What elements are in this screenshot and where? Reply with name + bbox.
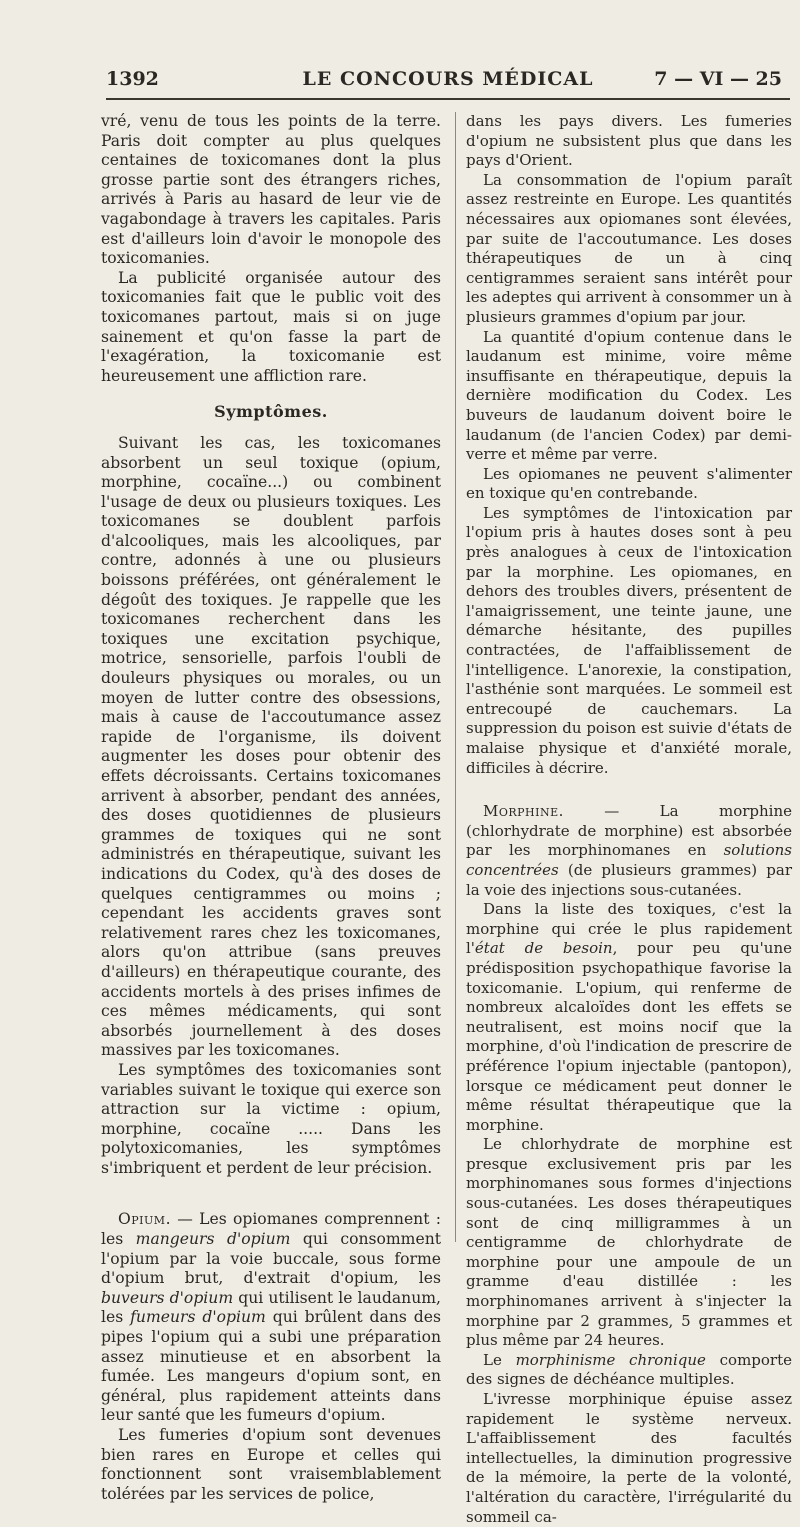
paragraph [466, 1351, 792, 1390]
emphasis: solutions concentrées [466, 841, 792, 879]
emphasis: morphinisme chronique [515, 1350, 706, 1369]
paragraph: La quantité d'opium contenue dans le laudanum est minime, voire même insuffisante en thérapeutique, depuis la dernière modification du Codex. Les buveurs de laudanum doivent boire le laudanum (de l'ancien Codex) par demi-verre et même par verre. [466, 327, 792, 464]
paragraph: Les opiomanes ne peuvent s'alimenter en toxique qu'en contrebande. [466, 464, 792, 503]
spacer [101, 1178, 441, 1210]
paragraph: dans les pays divers. Les fumeries d'opium ne subsistent plus que dans les pays d'Orient. [466, 112, 792, 170]
emphasis: fumeurs d'opium [130, 1308, 266, 1327]
text-run: qui brûlent dans des pipes l'opium qui a subi une préparation assez minutieuse et en absorbent la fumée. Les mangeurs d'opium sont, en général, plus rapidement atteints dans leur santé que les fumeurs d'opium. [101, 1308, 441, 1425]
text-run: — La morphine (chlorhydrate de morphine) est absorbée par les morphinomanes en [466, 802, 792, 860]
page-number: 1392 [106, 68, 159, 90]
issue-date: 7 — VI — 25 [654, 68, 782, 90]
column-divider [455, 112, 456, 1242]
text-run: , pour peu qu'une prédisposition psychopathique favorise la toxicomanie. L'opium, qui renferme de nombreux alcaloïdes dont les effets se neutralisent, est moins nocif que la morphine, d'où l'indication de prescrire de préférence l'opium injectable (pantopon), lorsque ce médicament peut donner le même résultat thérapeutique que la morphine. [466, 939, 792, 1134]
text-run: (de plusieurs grammes) par la voie des injections sous-cutanées. [466, 860, 792, 899]
emphasis: buveurs d'opium [101, 1288, 234, 1307]
page-header [106, 62, 790, 100]
paragraph: Suivant les cas, les toxicomanes absorbent un seul toxique (opium, morphine, cocaïne...) ou combinent l'usage de deux ou plusieurs toxiques. Les toxicomanes se doublent parfois d'alcooliques, mais les alcooliques, par contre, adonnés à une ou plusieurs boissons préférées, ont généralement le dégoût des toxiques. Je rappelle que les toxicomanes recherchent dans les toxiques une excitation psychique, motrice, sensorielle, parfois l'oubli de douleurs physiques ou morales, ou un moyen de lutter contre des obsessions, mais à cause de l'accoutumance assez rapide de l'organisme, ils doivent augmenter les doses pour obtenir des effets décroissants. Certains toxicomanes arrivent à absorber, pendant des années, des doses quotidiennes de plusieurs grammes de toxiques qui ne sont administrés en thérapeutique, suivant les indications du Codex, qu'à des doses de quelques centigrammes ou moins ; cependant les accidents graves sont relativement rares chez les toxicomanes, alors qu'on attribue (sans preuves d'ailleurs) en thérapeutique courante, des accidents mortels à des prises infimes de ces mêmes médicaments, qui sont absorbés journellement à des doses massives par les toxicomanes. [101, 433, 441, 1060]
text-run: Le [483, 1350, 516, 1369]
paragraph [466, 900, 792, 1135]
text-run: — Les opiomanes comprennent : les [101, 1210, 441, 1249]
right-column [466, 112, 792, 1527]
paragraph: Les fumeries d'opium sont devenues bien rares en Europe et celles qui fonctionnent sont vraisemblablement tolérées par les services de police, [101, 1426, 441, 1503]
text-run: qui utilisent le laudanum, les [101, 1288, 441, 1327]
spacer [466, 778, 792, 802]
paragraph: La publicité organisée autour des toxicomanies fait que le public voit des toxicomanes partout, mais si on juge sainement et qu'on fasse la part de l'exagération, la toxicomanie est heureusement une affliction rare. [101, 268, 441, 385]
journal-title: LE CONCOURS MÉDICAL [302, 68, 594, 90]
paragraph-morphine [466, 802, 792, 900]
text-run: comporte des signes de déchéance multiples. [466, 1350, 792, 1389]
subsection-label-morphine: Morphine. [483, 802, 564, 821]
text-run: Dans la liste des toxiques, c'est la morphine qui crée le plus rapidement l' [466, 900, 792, 958]
text-run: qui consomment l'opium par la voie buccale, sous forme d'opium brut, d'extrait d'opium, les [101, 1230, 441, 1288]
left-column [101, 112, 441, 1504]
paragraph: Les symptômes de l'intoxication par l'opium pris à hautes doses sont à peu près analogues à ceux de l'intoxication par la morphine. Les opiomanes, en dehors des troubles divers, présentent de l'amaigrissement, une teinte jaune, une démarche hésitante, des pupilles contractées, de l'affaiblissement de l'intelligence. L'anorexie, la constipation, l'asthénie sont marquées. Le sommeil est entrecoupé de cauchemars. La suppression du poison est suivie d'états de malaise physique et d'anxiété morale, difficiles à décrire. [466, 503, 792, 777]
section-heading-symptomes: Symptômes. [214, 402, 328, 422]
paragraph: vré, venu de tous les points de la terre. Paris doit compter au plus quelques centaines de toxicomanes dont la plus grosse partie sont des étrangers riches, arrivés à Paris au hasard de leur vie de vagabondage à travers les capitales. Paris est d'ailleurs loin d'avoir le monopole des toxicomanies. [101, 112, 441, 268]
paragraph: L'ivresse morphinique épuise assez rapidement le système nerveux. L'affaiblissement des facultés intellectuelles, la diminution progressive de la mémoire, la perte de la volonté, l'altération du caractère, l'irrégularité du sommeil ca- [466, 1390, 792, 1526]
paragraph: La consommation de l'opium paraît assez restreinte en Europe. Les quantités nécessaires aux opiomanes sont élevées, par suite de l'accoutumance. Les doses thérapeutiques de un à cinq centigrammes seraient sans intérêt pour les adeptes qui arrivent à consommer un à plusieurs grammes d'opium par jour. [466, 170, 792, 326]
emphasis: état de besoin [474, 939, 613, 958]
paragraph: Les symptômes des toxicomanies sont variables suivant le toxique qui exerce son attraction sur la victime : opium, morphine, cocaïne ..... Dans les polytoxicomanies, les symptômes s'imbriquent et perdent de leur précision. [101, 1060, 441, 1177]
subsection-label-opium: Opium. [118, 1210, 172, 1229]
emphasis: mangeurs d'opium [135, 1230, 291, 1249]
paragraph: Le chlorhydrate de morphine est presque exclusivement pris par les morphinomanes sous formes d'injections sous-cutanées. Les doses thérapeutiques sont de cinq milligrammes à un centigramme de chlorhydrate de morphine pour une ampoule de un gramme d'eau distillée : les morphinomanes arrivent à s'injecter la morphine par 2 grammes, 5 grammes et plus même par 24 heures. [466, 1135, 792, 1350]
paragraph-opium [101, 1210, 441, 1426]
